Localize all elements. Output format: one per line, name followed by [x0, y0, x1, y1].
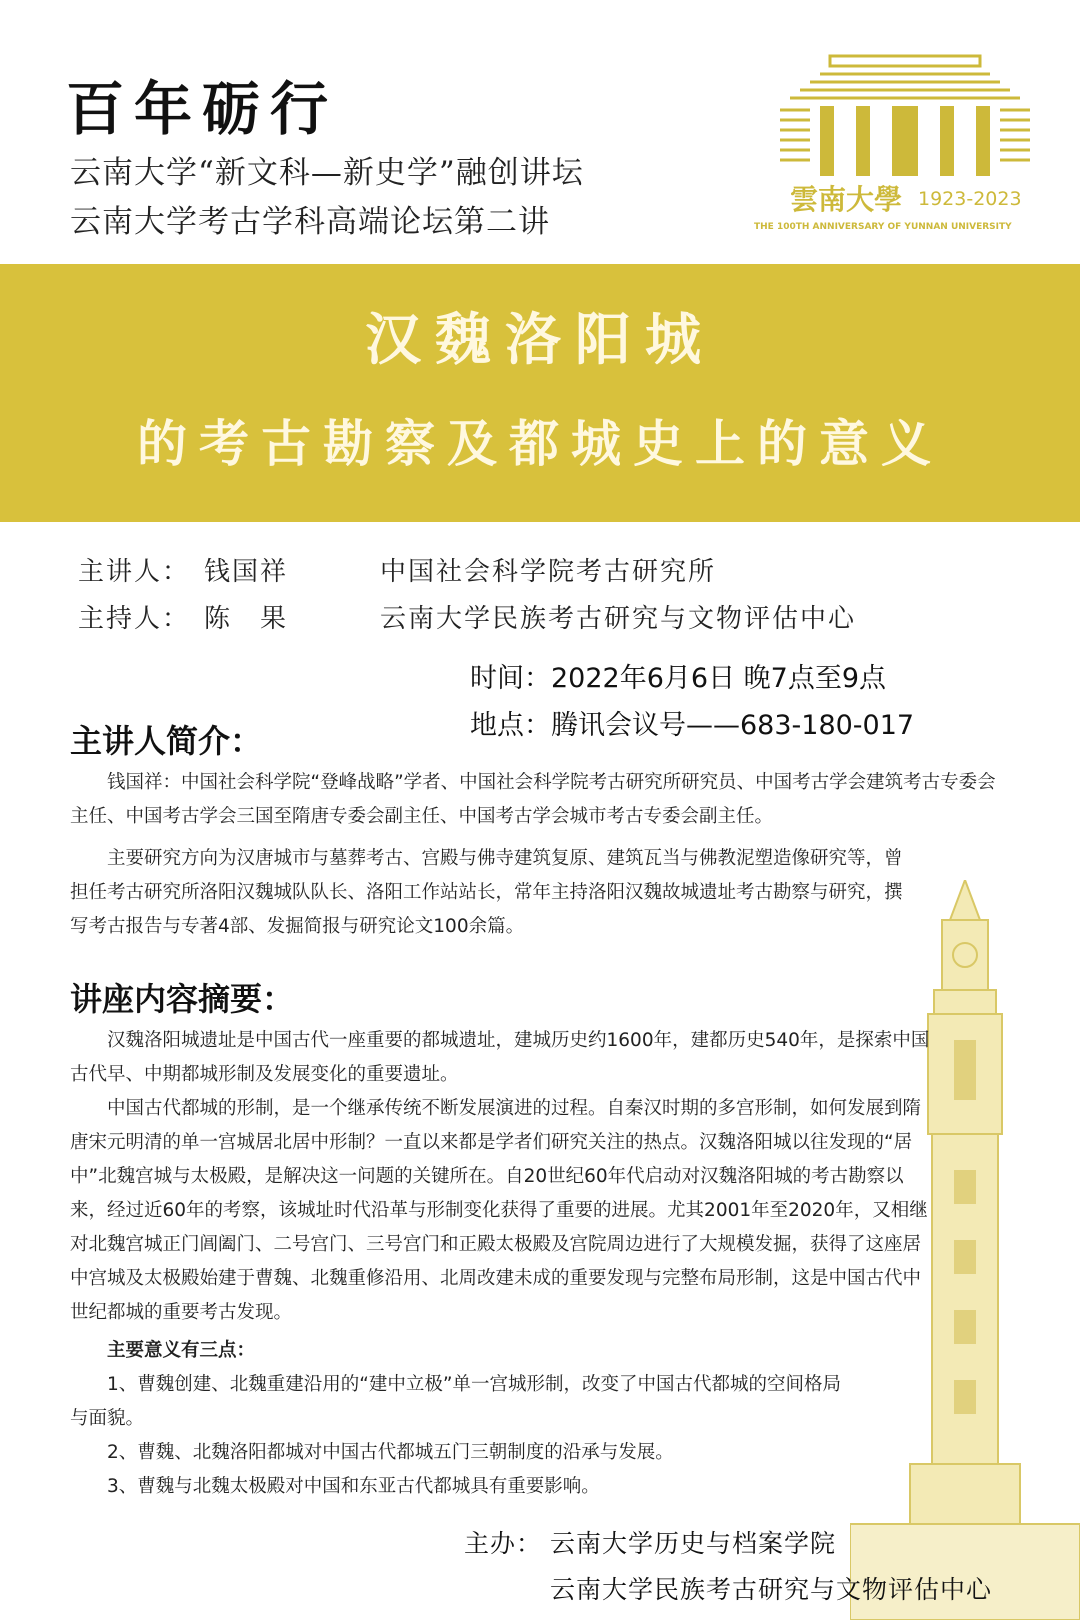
speaker-name: 钱国祥: [204, 557, 289, 587]
logo-years: 1923-2023: [918, 188, 1022, 210]
speaker-label: 主讲人：: [78, 557, 191, 587]
host-label: 主持人：: [78, 604, 191, 634]
university-building-icon: [760, 50, 1040, 250]
significance-point-1: 1、曹魏创建、北魏重建沿用的“建中立极”单一宫城形制，改变了中国古代都城的空间格局与面貌。: [70, 1374, 841, 1429]
significance-point-2: 2、曹魏、北魏洛阳都城对中国古代都城五门三朝制度的沿承与发展。: [107, 1442, 674, 1463]
university-logo: [754, 50, 1040, 250]
bio-paragraph-1: 钱国祥：中国社会科学院“登峰战略”学者、中国社会科学院考古研究所研究员、中国考古学会建筑考古专委会主任、中国考古学会三国至隋唐专委会副主任、中国考古学会城市考古专委会副主任。: [70, 772, 996, 827]
host-name: 陈 果: [204, 604, 289, 634]
significance-heading: 主要意义有三点：: [107, 1340, 256, 1361]
host-org: 云南大学民族考古研究与文物评估中心: [380, 604, 857, 634]
event-time: 时间：2022年6月6日 晚7点至9点: [470, 663, 887, 694]
organizer-label: 主办：: [464, 1529, 543, 1558]
organizer-2: 云南大学民族考古研究与文物评估中心: [550, 1575, 993, 1604]
abstract-text: [70, 1024, 930, 1504]
brand-title: 百年砺行: [66, 75, 339, 143]
event-place: 地点：腾讯会议号——683-180-017: [470, 710, 915, 741]
logo-anniversary: THE 100TH ANNIVERSARY OF YUNNAN UNIVERSITY: [754, 222, 1012, 232]
organizer-1: 云南大学历史与档案学院: [550, 1529, 837, 1558]
forum-line-1: 云南大学“新文科—新史学”融创讲坛: [70, 155, 584, 191]
abstract-paragraph-2: 中国古代都城的形制，是一个继承传统不断发展演进的过程。自秦汉时期的多宫形制，如何发展到隋唐宋元明清的单一宫城居北居中形制？一直以来都是学者们研究关注的热点。汉魏洛阳城以往发现的“居中”北魏宫城与太极殿，是解决这一问题的关键所在。自20世纪60年代启动对汉魏洛阳城的考古勘察以来，经过近60年的考察，该城址时代沿革与形制变化获得了重要的进展。尤其2001年至2020年，又相继对北魏宫城正门阊阖门、二号宫门、三号宫门和正殿太极殿及宫院周边进行了大规模发掘，获得了这座居中宫城及太极殿始建于曹魏、北魏重修沿用、北周改建未成的重要发现与完整布局形制，这是中国古代中世纪都城的重要考古发现。: [70, 1098, 928, 1323]
forum-line-2: 云南大学考古学科高端论坛第二讲: [70, 204, 550, 240]
significance-point-3: 3、曹魏与北魏太极殿对中国和东亚古代都城具有重要影响。: [107, 1476, 600, 1497]
bio-paragraph-2: 主要研究方向为汉唐城市与墓葬考古、宫殿与佛寺建筑复原、建筑瓦当与佛教泥塑造像研究等，曾担任考古研究所洛阳汉魏城队队长、洛阳工作站站长，常年主持洛阳汉魏故城遗址考古勘察与研究，撰写考古报告与专著4部、发掘简报与研究论文100余篇。: [70, 848, 903, 937]
speaker-org: 中国社会科学院考古研究所: [380, 557, 717, 587]
bio-heading: 主讲人简介：: [70, 722, 263, 760]
abstract-heading: 讲座内容摘要：: [70, 980, 295, 1018]
abstract-paragraph-1: 汉魏洛阳城遗址是中国古代一座重要的都城遗址，建城历史约1600年，建都历史540年，是探索中国古代早、中期都城形制及发展变化的重要遗址。: [70, 1030, 930, 1085]
logo-cn-name: 雲南大學: [790, 183, 903, 216]
lecture-title-line-1: 汉魏洛阳城: [365, 307, 715, 373]
bio-text: [70, 766, 1000, 944]
lecture-title-line-2: 的考古勘察及都城史上的意义: [137, 414, 943, 473]
